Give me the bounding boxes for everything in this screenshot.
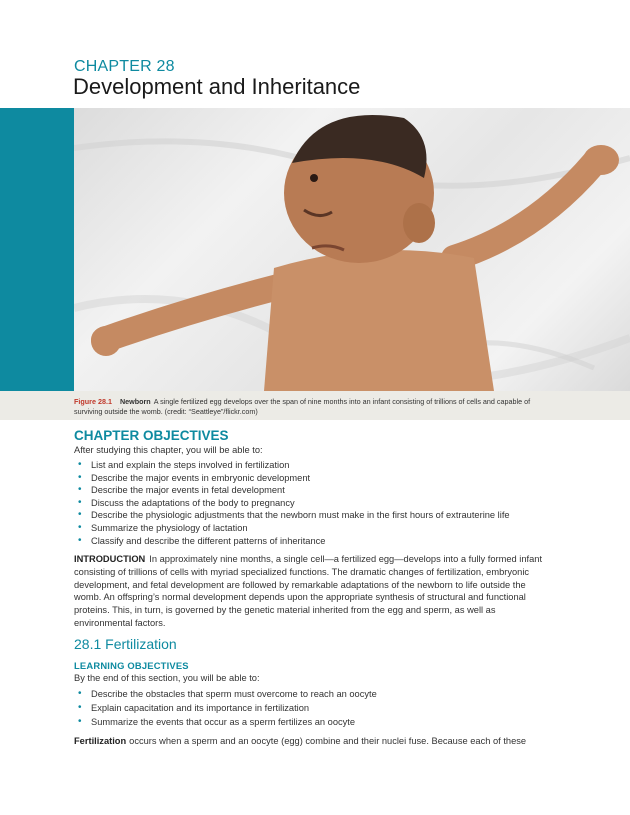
figure-title: Newborn [119,397,151,406]
objectives-intro: After studying this chapter, you will be able to: [74,445,263,455]
newborn-illustration [74,108,630,391]
learning-objective-item: • Summarize the events that occur as a sperm fertilizes an oocyte [74,715,377,729]
section-heading: 28.1 Fertilization [74,636,177,652]
introduction-text: In approximately nine months, a single cell—a fertilized egg—develops into a fully formed infant consisting of trillions of cells with myriad specialized functions. The dramatic changes of fertilization, embryonic development, and fetal development are followed by remarkable adaptations of the newborn to life outside the womb. An offspring’s normal development depends upon the appropriate synthesis of structural and functional proteins. This, in turn, is governed by the genetic material inherited from the egg and sperm, as well as environmental factors. [74,554,543,628]
objective-item: • Describe the major events in fetal development [74,484,510,497]
learning-objectives-intro: By the end of this section, you will be able to: [74,673,260,683]
fertilization-term: Fertilization [74,736,127,746]
objective-item: • Classify and describe the different patterns of inheritance [74,535,510,548]
figure-caption-text: A single fertilized egg develops over the span of nine months into an infant consisting of trillions of cells and capable of surviving outside the womb. (credit: “Seattleye”/flickr.com) [74,397,531,416]
learning-objectives-heading: LEARNING OBJECTIVES [74,660,189,671]
learning-objective-item: • Explain capacitation and its importance in fertilization [74,701,377,715]
figure-caption [74,397,544,417]
objective-item: • List and explain the steps involved in fertilization [74,459,510,472]
figure-number: Figure 28.1 [74,397,112,406]
objectives-list [74,459,510,547]
chapter-label: CHAPTER 28 [74,58,175,75]
objective-item: • Describe the physiologic adjustments that the newborn must make in the first hours of extrauterine life [74,509,510,522]
learning-objectives-list [74,687,377,729]
chapter-figure [0,108,630,391]
objective-item: • Summarize the physiology of lactation [74,522,510,535]
fertilization-text: occurs when a sperm and an oocyte (egg) combine and their nuclei fuse. Because each of these [129,736,527,746]
objective-item: • Describe the major events in embryonic development [74,472,510,485]
introduction-lead: INTRODUCTION [74,554,146,564]
introduction-paragraph [74,553,544,630]
newborn-photo [74,108,630,391]
chapter-title: Development and Inheritance [73,74,361,99]
chapter-objectives-heading: CHAPTER OBJECTIVES [74,428,229,443]
teal-accent-bar [0,108,74,391]
learning-objective-item: • Describe the obstacles that sperm must overcome to reach an oocyte [74,687,377,701]
fertilization-paragraph [74,735,544,748]
objective-item: • Discuss the adaptations of the body to pregnancy [74,497,510,510]
